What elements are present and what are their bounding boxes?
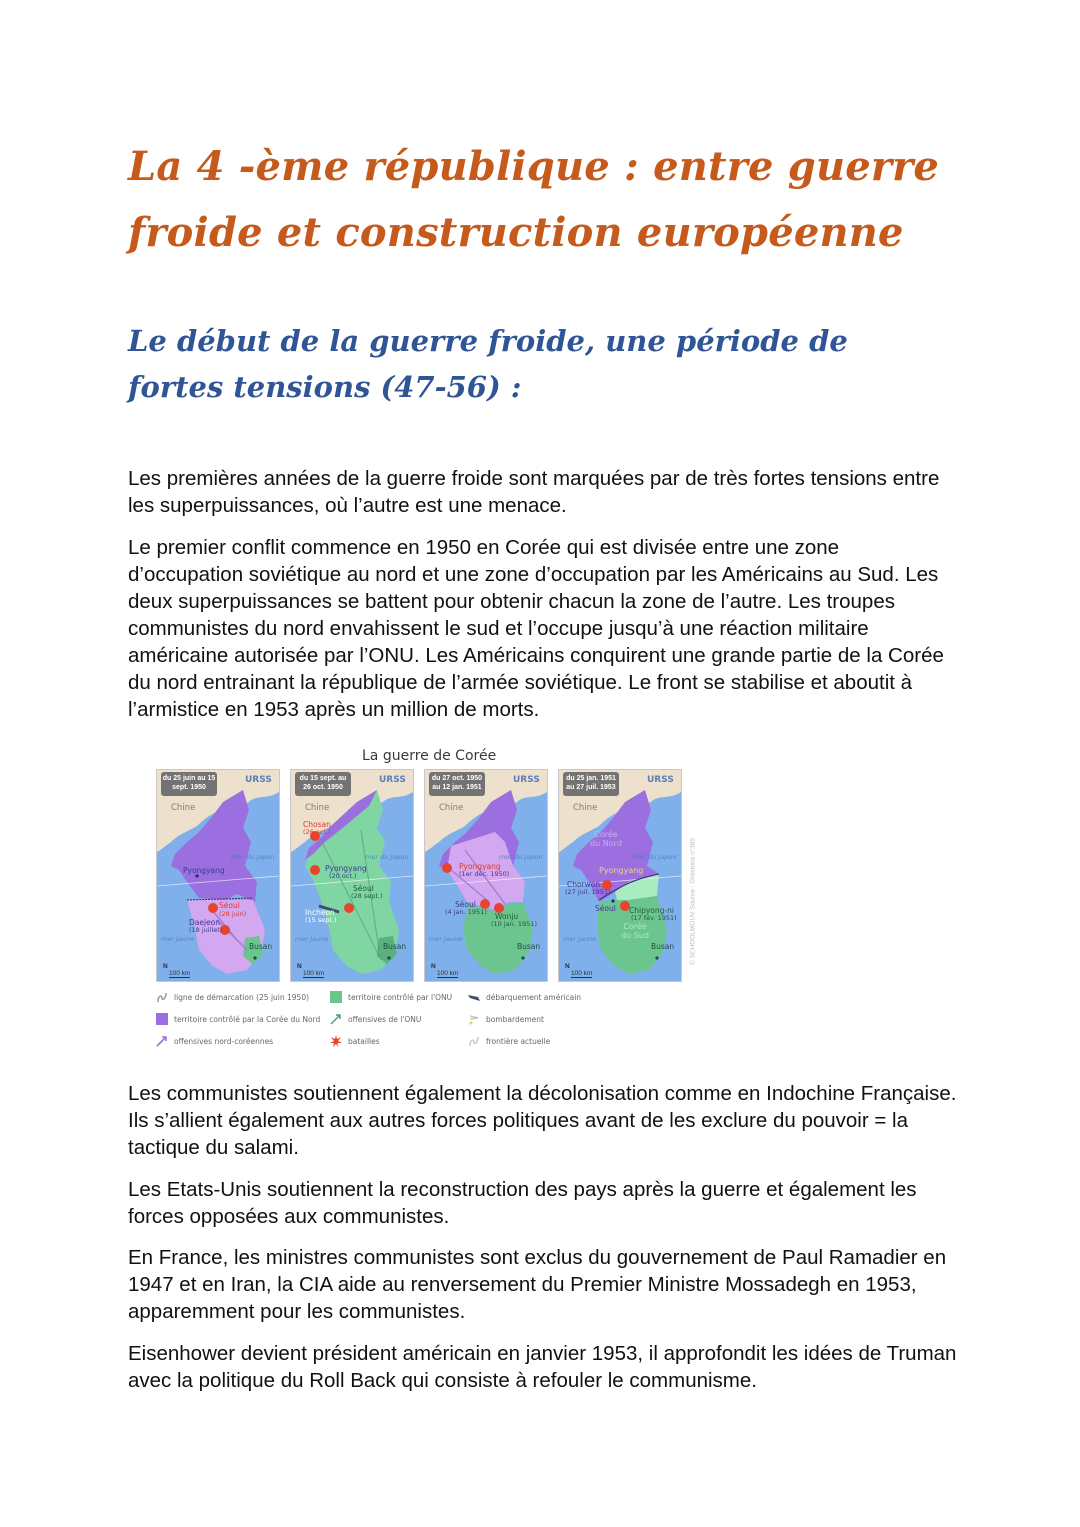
section-heading: Le début de la guerre froide, une période de fortes tensions (47-56) : — [128, 324, 848, 404]
city-pyongyang: Pyongyang — [325, 864, 367, 873]
legend-item — [156, 991, 309, 1003]
date-pyongyang: (1er déc. 1950) — [459, 870, 510, 878]
bombing-icon — [468, 1013, 480, 1025]
paragraph-decolonization: Les communistes soutiennent également la décolonisation comme en Indochine Française. Ils s’allient également aux autres forces politiques avant de les exclure du pouvoir = la tactique du salami. — [128, 1082, 957, 1159]
label-sea-east: mer du Japon — [499, 853, 543, 861]
period-label: du 27 oct. 1950 au 12 jan. 1951 — [429, 772, 485, 796]
north-korean-offensive-arrow-icon — [156, 1035, 168, 1047]
paragraph-korea: Le premier conflit commence en 1950 en Corée qui est divisée entre une zone d’occupation soviétique au nord et une zone d’occupation par les Américains au Sud. Les deux superpuissances se battent pour obtenir chacun la zone de l’autre. Les troupes communistes du nord envahissent le sud et l’occupe jusqu’à une réaction militaire américaine autorisée par l’ONU. Les Américains conquirent une grande partie de la Corée du nord entrainant la république de l’armée soviétique. Le front se stabilise et aboutit à l’armistice en 1953 après un million de morts. — [128, 536, 944, 721]
city-seoul: Séoul — [219, 901, 240, 910]
un-territory-swatch — [330, 991, 342, 1003]
legend-item — [330, 991, 452, 1003]
map-panel-4 — [558, 769, 682, 982]
legend-label: ligne de démarcation (25 juin 1950) — [174, 992, 310, 1002]
north-arrow-icon: N — [565, 963, 570, 970]
label-urss: URSS — [513, 775, 540, 785]
us-landing-icon — [468, 991, 480, 1003]
date-seoul: (28 juin) — [219, 910, 247, 918]
city-chipyong-ni: Chipyong-ni — [629, 906, 674, 915]
label-sea-west: mer Jaune — [429, 935, 463, 943]
demarcation-line-icon — [156, 991, 168, 1003]
label-south-korea: Corée du Sud — [621, 922, 649, 940]
label-chine: Chine — [439, 803, 464, 813]
credit-text: © SCHOOLMOUV Source : ©Historia n°385 — [689, 837, 697, 966]
paragraph-eisenhower: Eisenhower devient président américain en janvier 1953, il approfondit les idées de Truman avec la politique du Roll Back qui consiste à refouler le communisme. — [128, 1342, 957, 1392]
date-wonju: (10 jan. 1951) — [491, 920, 537, 928]
legend-item — [156, 1035, 273, 1047]
paragraph-france-iran: En France, les ministres communistes sont exclus du gouvernement de Paul Ramadier en 1947 et en Iran, la CIA aide au renversement du Premier Ministre Mossadegh en 1953, apparemment pour les communistes. — [128, 1246, 947, 1323]
label-urss: URSS — [647, 775, 674, 785]
period-label: du 25 juin au 15 sept. 1950 — [161, 772, 217, 796]
legend-label: territoire contrôlé par la Corée du Nord — [174, 1014, 321, 1024]
scale-bar — [163, 963, 190, 977]
battle-icon — [330, 1035, 342, 1047]
city-busan: Busan — [383, 942, 407, 951]
legend-label: bombardement — [486, 1014, 544, 1024]
date-incheon: (15 sept.) — [305, 916, 337, 924]
scale-label: 100 km — [303, 970, 325, 977]
north-arrow-icon: N — [431, 963, 436, 970]
city-seoul: Séoul — [595, 904, 616, 913]
north-korea-territory-swatch — [156, 1013, 168, 1025]
map-panel-1 — [156, 769, 280, 982]
legend-label: batailles — [348, 1036, 380, 1046]
map-panel-3 — [424, 769, 548, 982]
city-busan: Busan — [249, 942, 273, 951]
city-seoul: Séoul — [455, 900, 476, 909]
label-chine: Chine — [171, 803, 196, 813]
scale-label: 100 km — [437, 970, 459, 977]
scale-bar — [297, 963, 324, 977]
korean-war-figure — [150, 748, 710, 1053]
legend-item — [330, 1013, 421, 1025]
date-chorwon: (27 juil. 1951) — [565, 888, 611, 896]
un-offensive-arrow-icon — [330, 1013, 342, 1025]
city-incheon: Incheon — [305, 908, 335, 917]
date-chipyong-ni: (17 fév. 1951) — [631, 914, 677, 922]
label-sea-east: mer du Japon — [365, 853, 409, 861]
scale-bar — [431, 963, 458, 977]
city-chorwon: Chorwon — [567, 880, 601, 889]
label-urss: URSS — [245, 775, 272, 785]
period-label: du 25 jan. 1951 au 27 juil. 1953 — [563, 772, 619, 796]
paragraph-usa: Les Etats-Unis soutiennent la reconstruction des pays après la guerre et également les forces opposées aux communistes. — [128, 1178, 917, 1228]
scale-label: 100 km — [169, 970, 191, 977]
city-pyongyang: Pyongyang — [599, 866, 644, 875]
legend-label: territoire contrôlé par l'ONU — [348, 992, 453, 1002]
map-panel-2 — [290, 769, 414, 982]
legend-item — [330, 1035, 380, 1047]
document-title: La 4 -ème république : entre guerre froide et construction européenne — [128, 143, 940, 256]
label-sea-east: mer du Japon — [231, 853, 275, 861]
legend-item — [468, 991, 581, 1003]
legend-item — [468, 1035, 550, 1047]
legend-label: offensives nord-coréennes — [174, 1036, 274, 1046]
paragraph-intro: Les premières années de la guerre froide sont marquées par de très fortes tensions entre les superpuissances, où l’autre est une menace. — [128, 467, 940, 517]
legend-item — [156, 1013, 320, 1025]
legend-label: offensives de l'ONU — [348, 1014, 422, 1024]
date-daejeon: (18 juillet) — [189, 926, 223, 934]
north-arrow-icon: N — [297, 963, 302, 970]
city-wonju: Wonju — [495, 912, 519, 921]
period-label: du 15 sept. au 26 oct. 1950 — [295, 772, 351, 796]
city-busan: Busan — [651, 942, 675, 951]
city-busan: Busan — [517, 942, 541, 951]
city-seoul: Séoul — [353, 884, 374, 893]
label-sea-west: mer Jaune — [563, 935, 597, 943]
city-pyongyang: Pyongyang — [459, 862, 501, 871]
scale-label: 100 km — [571, 970, 593, 977]
current-border-icon — [468, 1035, 480, 1047]
label-urss: URSS — [379, 775, 406, 785]
figure-title: La guerre de Corée — [362, 748, 497, 764]
image-credit — [688, 828, 700, 978]
label-sea-west: mer Jaune — [295, 935, 329, 943]
city-daejeon: Daejeon — [189, 918, 221, 927]
city-pyongyang: Pyongyang — [183, 866, 225, 875]
north-arrow-icon: N — [163, 963, 168, 970]
date-chosan: (26 oct.) — [303, 828, 331, 836]
label-sea-east: mer du Japon — [633, 853, 677, 861]
label-chine: Chine — [305, 803, 330, 813]
legend-item — [468, 1013, 544, 1025]
label-north-korea: Corée du Nord — [590, 830, 622, 848]
legend-label: frontière actuelle — [486, 1036, 551, 1046]
date-seoul: (28 sept.) — [351, 892, 383, 900]
date-seoul: (4 jan. 1951) — [445, 908, 487, 916]
label-chine: Chine — [573, 803, 598, 813]
label-sea-west: mer Jaune — [161, 935, 195, 943]
city-chosan: Chosan — [303, 820, 331, 829]
date-pyongyang: (20 oct.) — [329, 872, 357, 880]
legend-label: débarquement américain — [486, 992, 582, 1002]
scale-bar — [565, 963, 592, 977]
